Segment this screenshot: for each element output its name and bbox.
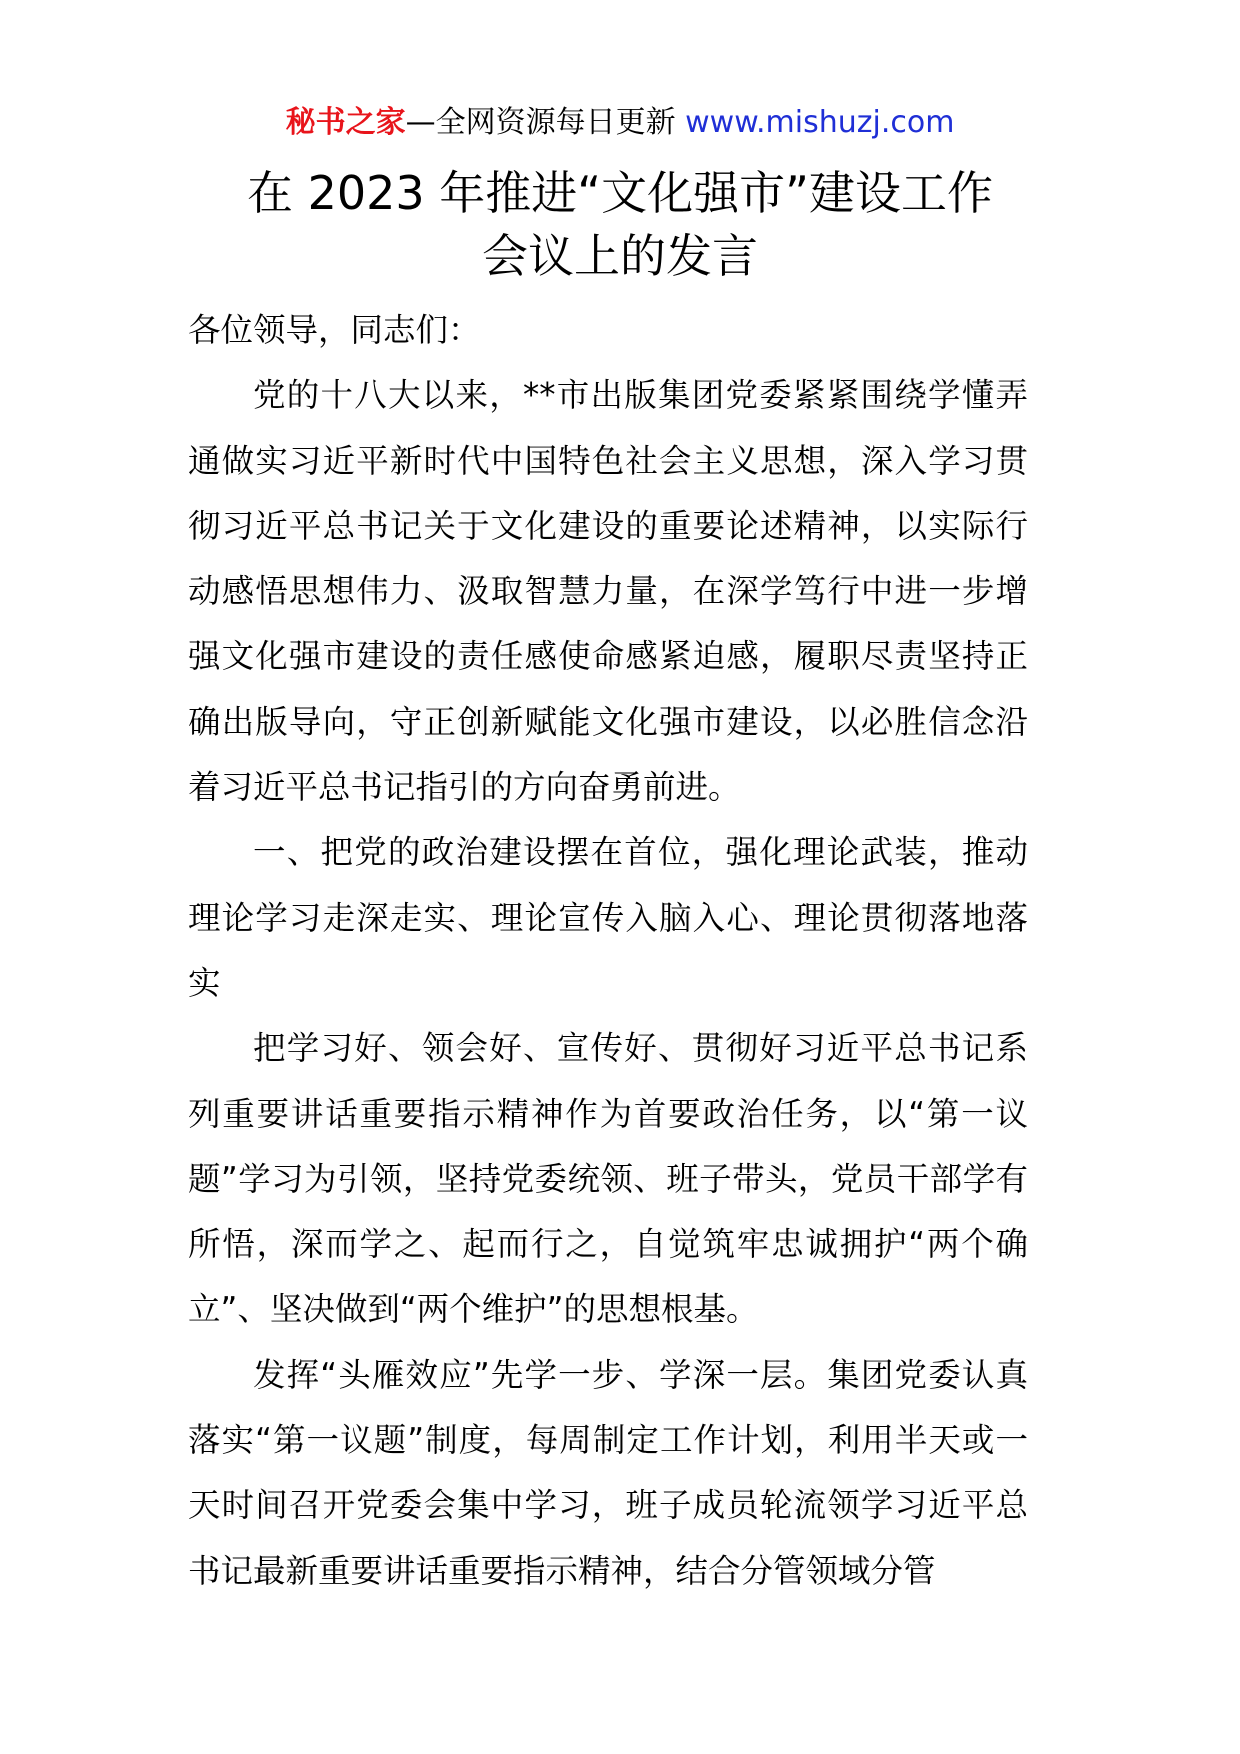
paragraph-2: 把学习好、领会好、宣传好、贯彻好习近平总书记系列重要讲话重要指示精神作为首要政治任务，以“第一议题”学习为引领，坚持党委统领、班子带头，党员干部学有所悟，深而学之、起而行之，自觉筑牢忠诚拥护“两个确立”、坚决做到“两个维护”的思想根基。 xyxy=(188,1029,1028,1329)
paragraph-3: 发挥“头雁效应”先学一步、学深一层。集团党委认真落实“第一议题”制度，每周制定工作计划，利用半天或一天时间召开党委会集中学习，班子成员轮流领学习近平总书记最新重要讲话重要指示精神，结合分管领域分管 xyxy=(188,1355,1028,1590)
document-title-line-2: 会议上的发言 xyxy=(482,229,758,283)
header-tagline: —全网资源每日更新 xyxy=(405,105,686,140)
brand-name: 秘书之家 xyxy=(285,105,406,140)
paragraph-intro: 党的十八大以来，**市出版集团党委紧紧围绕学懂弄通做实习近平新时代中国特色社会主义思想，深入学习贯彻习近平总书记关于文化建设的重要论述精神，以实际行动感悟思想伟力、汲取智慧力量，在深学笃行中进一步增强文化强市建设的责任感使命感紧迫感，履职尽责坚持正确出版导向，守正创新赋能文化强市建设，以必胜信念沿着习近平总书记指引的方向奋勇前进。 xyxy=(188,376,1028,807)
site-url-link[interactable]: www.mishuzj.com xyxy=(685,105,955,140)
section-heading-1: 一、把党的政治建设摆在首位，强化理论武装，推动理论学习走深走实、理论宣传入脑入心、理论贯彻落地落实 xyxy=(188,833,1028,1002)
document-body xyxy=(188,298,1028,1604)
salutation: 各位领导，同志们： xyxy=(188,311,481,349)
site-header xyxy=(0,103,1240,143)
document-title-line-1: 在 2023 年推进“文化强市”建设工作 xyxy=(247,166,993,220)
